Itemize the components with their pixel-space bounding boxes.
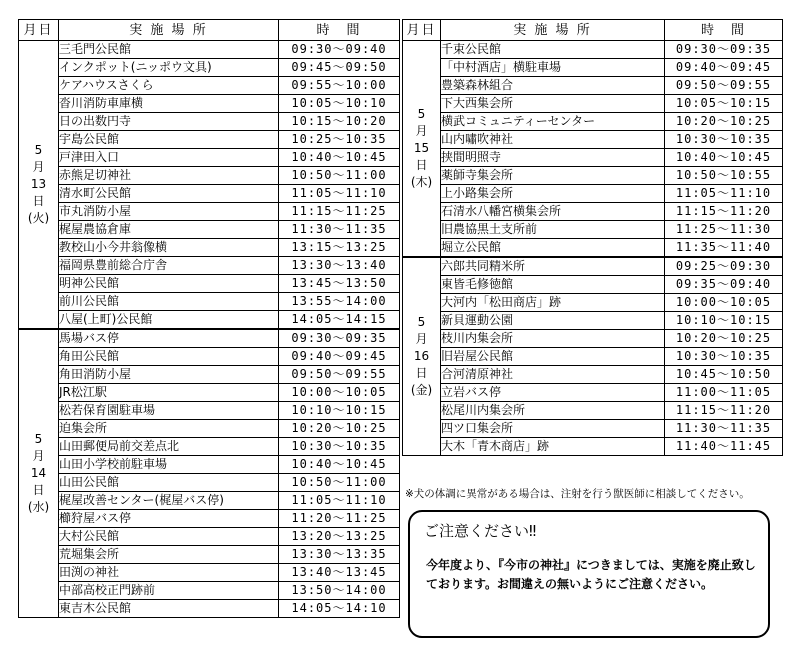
time-cell: 10:40〜10:45 xyxy=(665,149,783,167)
place-cell: 堀立公民館 xyxy=(441,239,665,258)
table-row xyxy=(19,348,400,366)
place-cell: 山田公民館 xyxy=(59,474,279,492)
table-row xyxy=(19,149,400,167)
date-cell xyxy=(19,329,59,618)
time-cell: 11:15〜11:20 xyxy=(665,402,783,420)
time-cell: 11:05〜11:10 xyxy=(665,185,783,203)
vet-consult-note: ※犬の体調に異常がある場合は、注射を行う獣医師に相談してください。 xyxy=(405,488,750,500)
time-cell: 09:35〜09:40 xyxy=(665,276,783,294)
time-cell: 10:25〜10:35 xyxy=(279,131,400,149)
time-cell: 10:40〜10:45 xyxy=(279,149,400,167)
time-cell: 10:50〜10:55 xyxy=(665,167,783,185)
date-part: 5 xyxy=(417,315,426,329)
place-cell: 山田小学校前駐車場 xyxy=(59,456,279,474)
table-row xyxy=(403,348,783,366)
place-cell: 山内嘯吹神社 xyxy=(441,131,665,149)
place-cell: 松尾川内集会所 xyxy=(441,402,665,420)
time-cell: 11:25〜11:30 xyxy=(665,221,783,239)
time-cell: 10:30〜10:35 xyxy=(665,348,783,366)
place-cell: 東吉木公民館 xyxy=(59,600,279,618)
table-row xyxy=(19,239,400,257)
table-row xyxy=(403,185,783,203)
table-row xyxy=(19,41,400,59)
table-row xyxy=(403,95,783,113)
time-cell: 11:05〜11:10 xyxy=(279,185,400,203)
date-part: 日 xyxy=(415,366,428,380)
table-row xyxy=(19,185,400,203)
time-cell: 13:45〜13:50 xyxy=(279,275,400,293)
table-row xyxy=(19,456,400,474)
table-row xyxy=(403,131,783,149)
place-cell: 前川公民館 xyxy=(59,293,279,311)
date-part: 月 xyxy=(32,160,45,174)
place-cell: 迫集会所 xyxy=(59,420,279,438)
place-cell: 六郎共同精米所 xyxy=(441,257,665,276)
place-cell: 薬師寺集会所 xyxy=(441,167,665,185)
time-cell: 10:00〜10:05 xyxy=(665,294,783,312)
place-cell: 山田郵便局前交差点北 xyxy=(59,438,279,456)
date-part: (水) xyxy=(27,500,50,514)
time-cell: 13:15〜13:25 xyxy=(279,239,400,257)
date-part: 日 xyxy=(415,158,428,172)
table-row xyxy=(403,167,783,185)
time-cell: 09:40〜09:45 xyxy=(279,348,400,366)
place-cell: 大木「青木商店」跡 xyxy=(441,438,665,456)
time-cell: 09:25〜09:30 xyxy=(665,257,783,276)
time-cell: 10:05〜10:15 xyxy=(665,95,783,113)
place-cell: 枝川内集会所 xyxy=(441,330,665,348)
place-cell: 千束公民館 xyxy=(441,41,665,59)
place-cell: 馬場バス停 xyxy=(59,329,279,348)
place-cell: 横武コミュニティーセンター xyxy=(441,113,665,131)
right-schedule-table xyxy=(402,19,783,456)
place-cell: 大村公民館 xyxy=(59,528,279,546)
place-cell: 下大西集会所 xyxy=(441,95,665,113)
notice-body: 今年度より、『今市の神社』につきましては、実施を廃止致しております。お間違えの無いようにご注意ください。 xyxy=(426,558,756,591)
notice-box xyxy=(408,510,770,638)
table-row xyxy=(19,402,400,420)
date-part: 日 xyxy=(32,483,45,497)
table-row xyxy=(403,41,783,59)
date-part: 日 xyxy=(32,194,45,208)
time-cell: 09:30〜09:35 xyxy=(279,329,400,348)
time-cell: 11:40〜11:45 xyxy=(665,438,783,456)
time-cell: 13:55〜14:00 xyxy=(279,293,400,311)
date-part: 5 xyxy=(34,143,43,157)
place-cell: 大河内「松田商店」跡 xyxy=(441,294,665,312)
place-cell: 赤熊足切神社 xyxy=(59,167,279,185)
table-row xyxy=(19,95,400,113)
table-row xyxy=(19,311,400,330)
time-cell: 11:00〜11:05 xyxy=(665,384,783,402)
date-cell xyxy=(403,41,441,258)
time-cell: 10:05〜10:10 xyxy=(279,95,400,113)
table-row xyxy=(403,77,783,95)
time-cell: 10:00〜10:05 xyxy=(279,384,400,402)
table-row xyxy=(403,420,783,438)
table-row xyxy=(19,329,400,348)
time-cell: 13:40〜13:45 xyxy=(279,564,400,582)
place-cell: 福岡県豊前総合庁舎 xyxy=(59,257,279,275)
date-cell xyxy=(19,41,59,330)
time-cell: 13:50〜14:00 xyxy=(279,582,400,600)
place-cell: 荒堀集会所 xyxy=(59,546,279,564)
table-row xyxy=(403,384,783,402)
time-cell: 09:45〜09:50 xyxy=(279,59,400,77)
place-cell: 「中村酒店」横駐車場 xyxy=(441,59,665,77)
time-cell: 10:50〜11:00 xyxy=(279,474,400,492)
time-cell: 10:40〜10:45 xyxy=(279,456,400,474)
place-cell: 四ツ口集会所 xyxy=(441,420,665,438)
place-cell: 戸津田入口 xyxy=(59,149,279,167)
place-cell: 東皆毛修徳館 xyxy=(441,276,665,294)
table-row xyxy=(19,600,400,618)
time-cell: 09:50〜09:55 xyxy=(279,366,400,384)
place-cell: JR松江駅 xyxy=(59,384,279,402)
table-row xyxy=(19,257,400,275)
time-cell: 11:15〜11:20 xyxy=(665,203,783,221)
place-cell: 旧岩屋公民館 xyxy=(441,348,665,366)
place-cell: 宇島公民館 xyxy=(59,131,279,149)
table-row xyxy=(403,257,783,276)
table-row xyxy=(19,438,400,456)
table-row xyxy=(403,438,783,456)
table-row xyxy=(19,582,400,600)
table-row xyxy=(403,59,783,77)
time-cell: 11:35〜11:40 xyxy=(665,239,783,258)
table-row xyxy=(403,312,783,330)
header-time: 時 間 xyxy=(279,20,400,41)
place-cell: 梶屋改善センター(梶屋バス停) xyxy=(59,492,279,510)
place-cell: ケアハウスさくら xyxy=(59,77,279,95)
time-cell: 11:20〜11:25 xyxy=(279,510,400,528)
date-part: 5 xyxy=(34,432,43,446)
place-cell: 櫛狩屋バス停 xyxy=(59,510,279,528)
time-cell: 13:30〜13:35 xyxy=(279,546,400,564)
time-cell: 10:30〜10:35 xyxy=(279,438,400,456)
table-row xyxy=(19,366,400,384)
table-row xyxy=(403,330,783,348)
date-part: 月 xyxy=(415,332,428,346)
time-cell: 11:05〜11:10 xyxy=(279,492,400,510)
table-row xyxy=(19,275,400,293)
place-cell: 新貝運動公園 xyxy=(441,312,665,330)
table-row xyxy=(403,239,783,258)
time-cell: 09:30〜09:40 xyxy=(279,41,400,59)
time-cell: 10:10〜10:15 xyxy=(665,312,783,330)
place-cell: 挟間明照寺 xyxy=(441,149,665,167)
table-row xyxy=(19,384,400,402)
time-cell: 10:15〜10:20 xyxy=(279,113,400,131)
header-date: 月日 xyxy=(19,20,59,41)
table-row xyxy=(19,131,400,149)
header-place: 実 施 場 所 xyxy=(441,20,665,41)
header-row xyxy=(403,20,783,41)
time-cell: 11:15〜11:25 xyxy=(279,203,400,221)
date-part: 5 xyxy=(417,107,426,121)
header-row xyxy=(19,20,400,41)
table-row xyxy=(19,474,400,492)
place-cell: インクポット(ニッポウ文具) xyxy=(59,59,279,77)
time-cell: 14:05〜14:15 xyxy=(279,311,400,330)
table-row xyxy=(403,221,783,239)
time-cell: 14:05〜14:10 xyxy=(279,600,400,618)
time-cell: 10:20〜10:25 xyxy=(279,420,400,438)
date-part: 13 xyxy=(30,177,47,191)
header-time: 時 間 xyxy=(665,20,783,41)
place-cell: 立岩バス停 xyxy=(441,384,665,402)
table-row xyxy=(19,564,400,582)
place-cell: 松若保育園駐車場 xyxy=(59,402,279,420)
place-cell: 教校山小今井翁像横 xyxy=(59,239,279,257)
place-cell: 明神公民館 xyxy=(59,275,279,293)
table-row xyxy=(403,366,783,384)
place-cell: 三毛門公民館 xyxy=(59,41,279,59)
date-part: (火) xyxy=(27,211,50,225)
left-schedule-table xyxy=(18,19,400,618)
date-part: 14 xyxy=(30,466,47,480)
time-cell: 10:10〜10:15 xyxy=(279,402,400,420)
place-cell: 旧農協黒土支所前 xyxy=(441,221,665,239)
place-cell: 八屋(上町)公民館 xyxy=(59,311,279,330)
time-cell: 09:40〜09:45 xyxy=(665,59,783,77)
place-cell: 梶屋農協倉庫 xyxy=(59,221,279,239)
time-cell: 10:50〜11:00 xyxy=(279,167,400,185)
place-cell: 清水町公民館 xyxy=(59,185,279,203)
table-row xyxy=(19,546,400,564)
table-row xyxy=(403,203,783,221)
time-cell: 13:20〜13:25 xyxy=(279,528,400,546)
date-part: 月 xyxy=(32,449,45,463)
time-cell: 09:55〜10:00 xyxy=(279,77,400,95)
table-row xyxy=(403,402,783,420)
table-row xyxy=(19,510,400,528)
place-cell: 日の出数円寺 xyxy=(59,113,279,131)
table-row xyxy=(19,59,400,77)
place-cell: 上小路集会所 xyxy=(441,185,665,203)
place-cell: 沓川消防車庫横 xyxy=(59,95,279,113)
date-part: (木) xyxy=(410,175,433,189)
table-row xyxy=(19,293,400,311)
date-cell xyxy=(403,257,441,456)
table-row xyxy=(19,113,400,131)
table-row xyxy=(19,203,400,221)
table-row xyxy=(19,77,400,95)
table-row xyxy=(403,113,783,131)
time-cell: 09:30〜09:35 xyxy=(665,41,783,59)
place-cell: 石清水八幡宮横集会所 xyxy=(441,203,665,221)
place-cell: 田渕の神社 xyxy=(59,564,279,582)
table-row xyxy=(19,528,400,546)
place-cell: 豊築森林組合 xyxy=(441,77,665,95)
table-row xyxy=(403,276,783,294)
table-row xyxy=(19,420,400,438)
date-part: (金) xyxy=(410,383,433,397)
time-cell: 11:30〜11:35 xyxy=(665,420,783,438)
date-part: 16 xyxy=(413,349,430,363)
place-cell: 合河清原神社 xyxy=(441,366,665,384)
time-cell: 10:20〜10:25 xyxy=(665,330,783,348)
time-cell: 13:30〜13:40 xyxy=(279,257,400,275)
notice-title: ご注意ください‼ xyxy=(424,522,537,540)
time-cell: 09:50〜09:55 xyxy=(665,77,783,95)
time-cell: 10:45〜10:50 xyxy=(665,366,783,384)
header-place: 実 施 場 所 xyxy=(59,20,279,41)
table-row xyxy=(19,221,400,239)
place-cell: 市丸消防小屋 xyxy=(59,203,279,221)
place-cell: 角田消防小屋 xyxy=(59,366,279,384)
place-cell: 角田公民館 xyxy=(59,348,279,366)
time-cell: 11:30〜11:35 xyxy=(279,221,400,239)
table-row xyxy=(19,167,400,185)
table-row xyxy=(19,492,400,510)
time-cell: 10:30〜10:35 xyxy=(665,131,783,149)
time-cell: 10:20〜10:25 xyxy=(665,113,783,131)
header-date: 月日 xyxy=(403,20,441,41)
table-row xyxy=(403,149,783,167)
table-row xyxy=(403,294,783,312)
place-cell: 中部高校正門跡前 xyxy=(59,582,279,600)
date-part: 月 xyxy=(415,124,428,138)
date-part: 15 xyxy=(413,141,430,155)
